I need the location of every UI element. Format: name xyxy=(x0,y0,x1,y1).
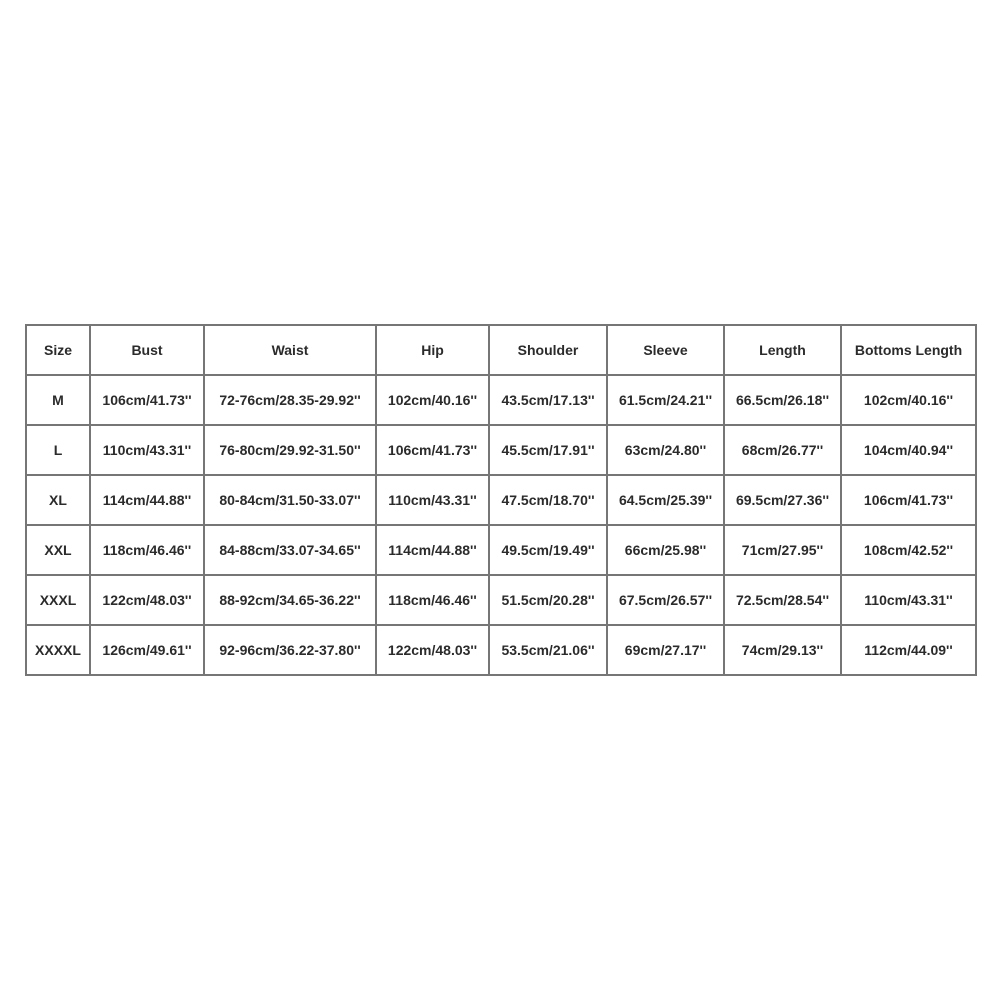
shoulder-cell: 45.5cm/17.91'' xyxy=(489,425,607,475)
bottoms-length-cell: 104cm/40.94'' xyxy=(841,425,976,475)
waist-cell: 88-92cm/34.65-36.22'' xyxy=(204,575,376,625)
sleeve-cell: 66cm/25.98'' xyxy=(607,525,724,575)
length-cell: 72.5cm/28.54'' xyxy=(724,575,841,625)
waist-cell: 84-88cm/33.07-34.65'' xyxy=(204,525,376,575)
bust-cell: 110cm/43.31'' xyxy=(90,425,204,475)
sleeve-cell: 64.5cm/25.39'' xyxy=(607,475,724,525)
length-cell: 68cm/26.77'' xyxy=(724,425,841,475)
table-row xyxy=(26,575,976,625)
hip-cell: 110cm/43.31'' xyxy=(376,475,489,525)
bottoms-length-cell: 102cm/40.16'' xyxy=(841,375,976,425)
shoulder-cell: 53.5cm/21.06'' xyxy=(489,625,607,675)
shoulder-cell: 43.5cm/17.13'' xyxy=(489,375,607,425)
bottoms-length-cell: 106cm/41.73'' xyxy=(841,475,976,525)
header-size: Size xyxy=(26,325,90,375)
waist-cell: 72-76cm/28.35-29.92'' xyxy=(204,375,376,425)
table-row xyxy=(26,425,976,475)
length-cell: 71cm/27.95'' xyxy=(724,525,841,575)
waist-cell: 92-96cm/36.22-37.80'' xyxy=(204,625,376,675)
table-row xyxy=(26,375,976,425)
sleeve-cell: 69cm/27.17'' xyxy=(607,625,724,675)
header-shoulder: Shoulder xyxy=(489,325,607,375)
header-bottoms-length: Bottoms Length xyxy=(841,325,976,375)
hip-cell: 106cm/41.73'' xyxy=(376,425,489,475)
header-hip: Hip xyxy=(376,325,489,375)
length-cell: 74cm/29.13'' xyxy=(724,625,841,675)
hip-cell: 122cm/48.03'' xyxy=(376,625,489,675)
size-cell: L xyxy=(26,425,90,475)
hip-cell: 102cm/40.16'' xyxy=(376,375,489,425)
table-row xyxy=(26,525,976,575)
shoulder-cell: 47.5cm/18.70'' xyxy=(489,475,607,525)
bottoms-length-cell: 112cm/44.09'' xyxy=(841,625,976,675)
bust-cell: 126cm/49.61'' xyxy=(90,625,204,675)
bust-cell: 122cm/48.03'' xyxy=(90,575,204,625)
length-cell: 66.5cm/26.18'' xyxy=(724,375,841,425)
hip-cell: 118cm/46.46'' xyxy=(376,575,489,625)
bust-cell: 114cm/44.88'' xyxy=(90,475,204,525)
table-row xyxy=(26,475,976,525)
shoulder-cell: 51.5cm/20.28'' xyxy=(489,575,607,625)
size-cell: XXXXL xyxy=(26,625,90,675)
bust-cell: 106cm/41.73'' xyxy=(90,375,204,425)
size-cell: XL xyxy=(26,475,90,525)
length-cell: 69.5cm/27.36'' xyxy=(724,475,841,525)
size-cell: M xyxy=(26,375,90,425)
size-cell: XXL xyxy=(26,525,90,575)
sleeve-cell: 67.5cm/26.57'' xyxy=(607,575,724,625)
bust-cell: 118cm/46.46'' xyxy=(90,525,204,575)
header-length: Length xyxy=(724,325,841,375)
waist-cell: 76-80cm/29.92-31.50'' xyxy=(204,425,376,475)
sleeve-cell: 61.5cm/24.21'' xyxy=(607,375,724,425)
bottoms-length-cell: 110cm/43.31'' xyxy=(841,575,976,625)
hip-cell: 114cm/44.88'' xyxy=(376,525,489,575)
size-chart-table xyxy=(25,324,977,676)
header-row xyxy=(26,325,976,375)
header-bust: Bust xyxy=(90,325,204,375)
size-cell: XXXL xyxy=(26,575,90,625)
waist-cell: 80-84cm/31.50-33.07'' xyxy=(204,475,376,525)
table-row xyxy=(26,625,976,675)
shoulder-cell: 49.5cm/19.49'' xyxy=(489,525,607,575)
sleeve-cell: 63cm/24.80'' xyxy=(607,425,724,475)
bottoms-length-cell: 108cm/42.52'' xyxy=(841,525,976,575)
header-sleeve: Sleeve xyxy=(607,325,724,375)
header-waist: Waist xyxy=(204,325,376,375)
